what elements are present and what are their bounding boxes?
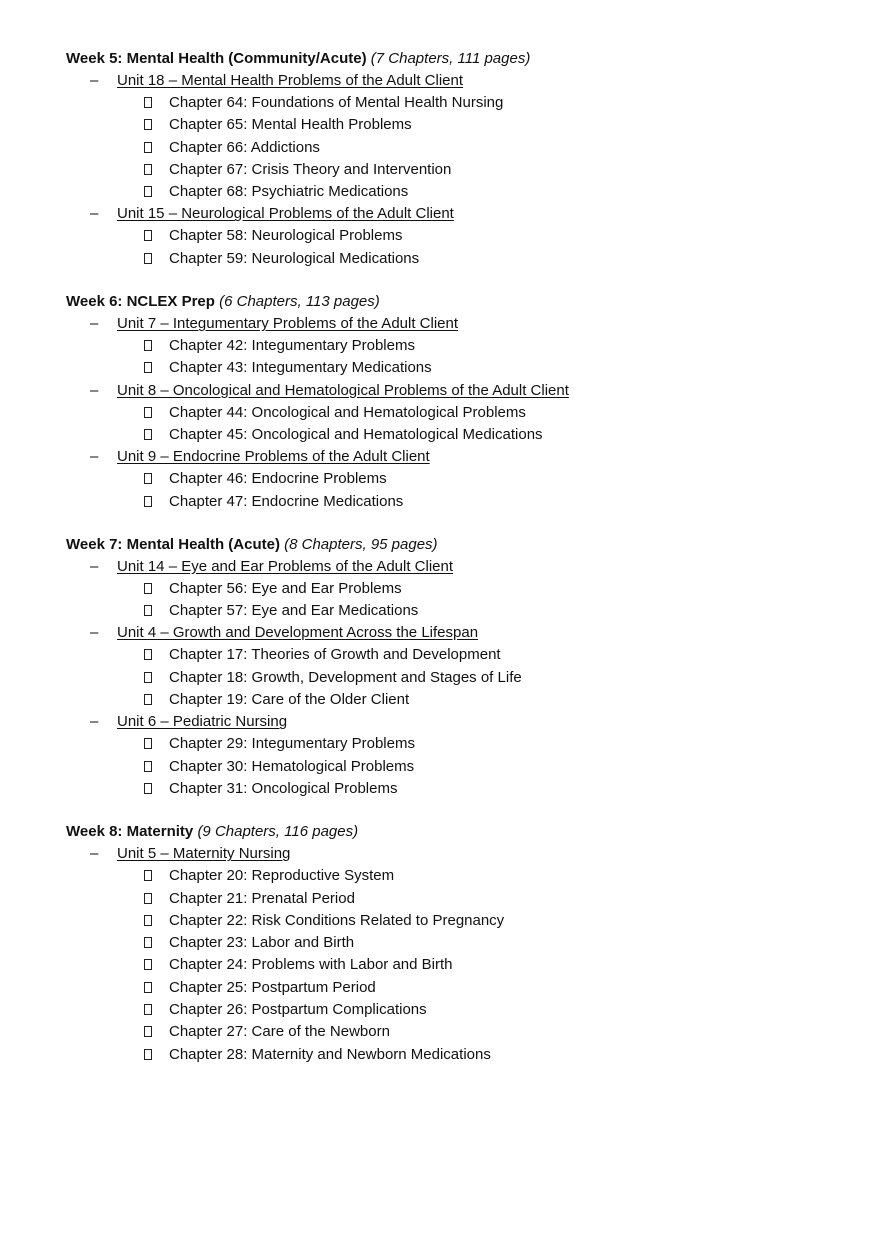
- unit-heading: [66, 70, 846, 92]
- unit-heading: [66, 711, 846, 733]
- chapter-item: [66, 778, 846, 800]
- square-bullet-icon: [144, 694, 152, 705]
- unit-section: [66, 622, 846, 711]
- unit-title: Unit 14 – Eye and Ear Problems of the Adult Client: [117, 557, 454, 575]
- chapter-title: Chapter 31: Oncological Problems: [169, 779, 398, 797]
- unit-section: [66, 843, 846, 1066]
- chapter-title: Chapter 47: Endocrine Medications: [169, 492, 404, 510]
- chapter-title: Chapter 45: Oncological and Hematological Medications: [169, 425, 543, 443]
- chapter-title: Chapter 64: Foundations of Mental Health Nursing: [169, 94, 504, 111]
- unit-section: [66, 313, 846, 380]
- week-title: Week 6: NCLEX Prep: [66, 293, 215, 311]
- week-heading: [66, 821, 846, 843]
- chapter-item: [66, 888, 846, 910]
- unit-section: [66, 70, 846, 203]
- square-bullet-icon: [144, 407, 152, 418]
- chapter-title: Chapter 66: Addictions: [169, 138, 320, 156]
- unit-section: [66, 446, 846, 513]
- week-title: Week 5: Mental Health (Community/Acute): [66, 50, 367, 67]
- chapter-item: [66, 865, 846, 887]
- chapter-title: Chapter 22: Risk Conditions Related to Pregnancy: [169, 911, 505, 929]
- chapter-title: Chapter 68: Psychiatric Medications: [169, 183, 409, 201]
- square-bullet-icon: [144, 1004, 152, 1015]
- dash-bullet: –: [90, 72, 99, 89]
- chapter-title: Chapter 57: Eye and Ear Medications: [169, 602, 419, 620]
- square-bullet-icon: [144, 164, 152, 175]
- week-title: Week 7: Mental Health (Acute): [66, 535, 280, 553]
- square-bullet-icon: [144, 915, 152, 926]
- square-bullet-icon: [144, 738, 152, 749]
- square-bullet-icon: [144, 340, 152, 351]
- chapter-item: [66, 225, 846, 247]
- chapter-title: Chapter 26: Postpartum Complications: [169, 1001, 427, 1019]
- square-bullet-icon: [144, 119, 152, 130]
- chapter-item: [66, 248, 846, 270]
- chapter-title: Chapter 17: Theories of Growth and Development: [169, 646, 501, 664]
- square-bullet-icon: [144, 186, 152, 197]
- chapter-item: [66, 932, 846, 954]
- chapter-title: Chapter 46: Endocrine Problems: [169, 470, 387, 488]
- chapter-title: Chapter 65: Mental Health Problems: [169, 116, 412, 134]
- chapter-title: Chapter 56: Eye and Ear Problems: [169, 579, 402, 597]
- week-title: Week 8: Maternity: [66, 823, 194, 841]
- unit-heading: [66, 203, 846, 225]
- unit-heading: [66, 556, 846, 578]
- square-bullet-icon: [144, 583, 152, 594]
- chapter-title: Chapter 21: Prenatal Period: [169, 889, 355, 907]
- week-section: [66, 291, 846, 513]
- square-bullet-icon: [144, 605, 152, 616]
- square-bullet-icon: [144, 429, 152, 440]
- square-bullet-icon: [144, 362, 152, 373]
- chapter-title: Chapter 20: Reproductive System: [169, 867, 395, 885]
- chapter-item: [66, 159, 846, 181]
- week-section: [66, 48, 846, 270]
- chapter-title: Chapter 42: Integumentary Problems: [169, 337, 415, 355]
- square-bullet-icon: [144, 253, 152, 264]
- chapter-item: [66, 468, 846, 490]
- square-bullet-icon: [144, 893, 152, 904]
- square-bullet-icon: [144, 496, 152, 507]
- chapter-title: Chapter 18: Growth, Development and Stages of Life: [169, 668, 522, 686]
- unit-title: Unit 9 – Endocrine Problems of the Adult Client: [117, 448, 430, 466]
- chapter-item: [66, 954, 846, 976]
- unit-section: [66, 203, 846, 270]
- unit-title: Unit 7 – Integumentary Problems of the Adult Client: [117, 315, 459, 333]
- chapter-item: [66, 756, 846, 778]
- chapter-title: Chapter 29: Integumentary Problems: [169, 735, 415, 753]
- unit-heading: [66, 380, 846, 402]
- chapter-item: [66, 689, 846, 711]
- unit-title: Unit 5 – Maternity Nursing: [117, 845, 291, 863]
- week-meta: (9 Chapters, 116 pages): [197, 823, 359, 841]
- square-bullet-icon: [144, 672, 152, 683]
- week-heading: [66, 291, 846, 313]
- week-meta: (6 Chapters, 113 pages): [219, 293, 380, 311]
- week-meta: (7 Chapters, 111 pages): [370, 50, 531, 67]
- dash-bullet: –: [90, 557, 99, 575]
- chapter-item: [66, 424, 846, 446]
- chapter-title: Chapter 27: Care of the Newborn: [169, 1023, 390, 1041]
- unit-title: Unit 8 – Oncological and Hematological Problems of the Adult Client: [117, 381, 569, 399]
- square-bullet-icon: [144, 783, 152, 794]
- chapter-item: [66, 1021, 846, 1043]
- chapter-item: [66, 402, 846, 424]
- chapter-item: [66, 578, 846, 600]
- square-bullet-icon: [144, 959, 152, 970]
- chapter-title: Chapter 25: Postpartum Period: [169, 978, 376, 996]
- chapter-title: Chapter 19: Care of the Older Client: [169, 691, 410, 709]
- chapter-item: [66, 181, 846, 203]
- dash-bullet: –: [90, 845, 99, 863]
- chapter-item: [66, 600, 846, 622]
- chapter-item: [66, 357, 846, 379]
- chapter-title: Chapter 43: Integumentary Medications: [169, 359, 432, 377]
- document-page: [66, 48, 846, 1066]
- unit-section: [66, 380, 846, 447]
- chapter-title: Chapter 30: Hematological Problems: [169, 757, 415, 775]
- chapter-item: [66, 977, 846, 999]
- square-bullet-icon: [144, 1049, 152, 1060]
- dash-bullet: –: [90, 624, 99, 642]
- chapter-item: [66, 92, 846, 114]
- unit-title: Unit 4 – Growth and Development Across the Lifespan: [117, 624, 479, 642]
- unit-title: Unit 18 – Mental Health Problems of the Adult Client: [117, 72, 464, 89]
- chapter-item: [66, 910, 846, 932]
- unit-heading: [66, 843, 846, 865]
- chapter-item: [66, 733, 846, 755]
- chapter-title: Chapter 44: Oncological and Hematological Problems: [169, 403, 526, 421]
- chapter-item: [66, 491, 846, 513]
- chapter-item: [66, 114, 846, 136]
- chapter-item: [66, 137, 846, 159]
- square-bullet-icon: [144, 870, 152, 881]
- unit-section: [66, 556, 846, 623]
- chapter-item: [66, 335, 846, 357]
- unit-heading: [66, 313, 846, 335]
- chapter-title: Chapter 58: Neurological Problems: [169, 227, 403, 245]
- square-bullet-icon: [144, 142, 152, 153]
- square-bullet-icon: [144, 1026, 152, 1037]
- dash-bullet: –: [90, 448, 99, 466]
- chapter-item: [66, 999, 846, 1021]
- unit-title: Unit 6 – Pediatric Nursing: [117, 713, 288, 731]
- chapter-title: Chapter 23: Labor and Birth: [169, 934, 355, 952]
- chapter-item: [66, 644, 846, 666]
- week-section: [66, 534, 846, 800]
- week-heading: [66, 534, 846, 556]
- square-bullet-icon: [144, 230, 152, 241]
- dash-bullet: –: [90, 381, 99, 399]
- square-bullet-icon: [144, 761, 152, 772]
- dash-bullet: –: [90, 205, 99, 223]
- square-bullet-icon: [144, 982, 152, 993]
- chapter-item: [66, 1044, 846, 1066]
- square-bullet-icon: [144, 97, 152, 108]
- week-meta: (8 Chapters, 95 pages): [284, 535, 438, 553]
- unit-section: [66, 711, 846, 800]
- chapter-title: Chapter 28: Maternity and Newborn Medications: [169, 1045, 491, 1063]
- unit-heading: [66, 622, 846, 644]
- week-heading: [66, 48, 846, 70]
- square-bullet-icon: [144, 649, 152, 660]
- chapter-title: Chapter 24: Problems with Labor and Birth: [169, 956, 453, 974]
- chapter-title: Chapter 59: Neurological Medications: [169, 249, 420, 267]
- square-bullet-icon: [144, 937, 152, 948]
- unit-heading: [66, 446, 846, 468]
- chapter-item: [66, 667, 846, 689]
- week-section: [66, 821, 846, 1066]
- chapter-title: Chapter 67: Crisis Theory and Intervention: [169, 160, 452, 178]
- dash-bullet: –: [90, 315, 99, 333]
- dash-bullet: –: [90, 713, 99, 731]
- unit-title: Unit 15 – Neurological Problems of the Adult Client: [117, 205, 454, 223]
- square-bullet-icon: [144, 473, 152, 484]
